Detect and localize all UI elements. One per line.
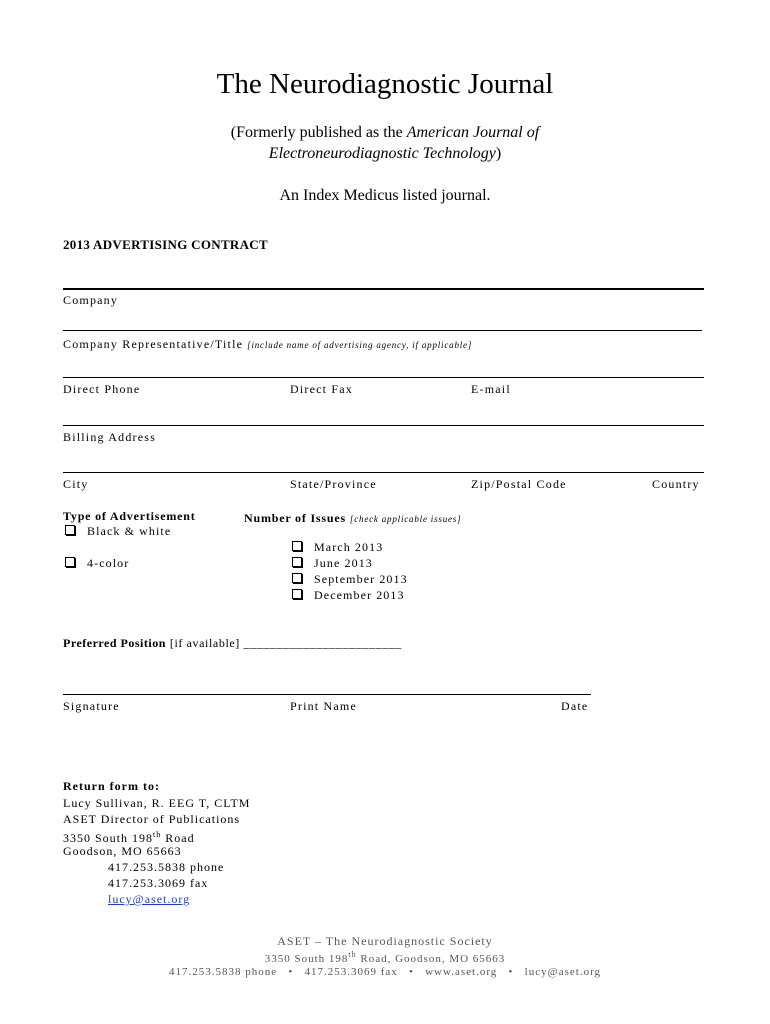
footer-email-link[interactable]: lucy@aset.org <box>524 966 602 978</box>
footer-address <box>0 950 770 965</box>
company-rep-note: [include name of advertising agency, if applicable] <box>247 340 473 350</box>
checkbox-icon[interactable] <box>292 573 302 583</box>
direct-phone-label: Direct Phone <box>63 382 141 396</box>
return-phone: 417.253.5838 phone <box>108 860 225 874</box>
billing-address-label: Billing Address <box>63 430 157 444</box>
formerly-journal-a: American Journal of <box>406 124 540 141</box>
company-label: Company <box>63 293 119 307</box>
date-label: Date <box>561 699 589 713</box>
footer-web-link[interactable]: www.aset.org <box>425 966 498 978</box>
contact-line[interactable] <box>63 377 704 378</box>
return-name: Lucy Sullivan, R. EEG T, CLTM <box>63 796 251 810</box>
issues-heading-row <box>244 509 461 527</box>
issue-option-label: June 2013 <box>314 556 373 570</box>
formerly-close: ) <box>495 145 502 162</box>
company-rep-label: Company Representative/Title <box>63 337 244 351</box>
state-label: State/Province <box>290 477 377 491</box>
ad-option-4color[interactable] <box>65 556 129 571</box>
direct-fax-label: Direct Fax <box>290 382 353 396</box>
checkbox-icon[interactable] <box>292 557 302 567</box>
checkbox-icon[interactable] <box>292 589 302 599</box>
return-street-b: Road <box>161 831 195 845</box>
company-rep-line[interactable] <box>63 330 702 331</box>
formerly-prefix: (Formerly published as the <box>230 124 407 141</box>
preferred-position-suffix: [if available] ________________________ <box>169 636 402 650</box>
email-label: E-mail <box>471 382 511 396</box>
footer-fax: 417.253.3069 fax <box>304 966 398 978</box>
ad-option-bw[interactable] <box>65 524 171 539</box>
issues-note: [check applicable issues] <box>349 514 462 524</box>
contract-title: 2013 ADVERTISING CONTRACT <box>63 237 268 252</box>
issue-option-june[interactable] <box>292 556 373 571</box>
preferred-position-label: Preferred Position <box>63 636 166 650</box>
zip-label: Zip/Postal Code <box>471 477 567 491</box>
country-label: Country <box>652 477 700 491</box>
footer-addr-b: Road, Goodson, MO 65663 <box>356 953 506 965</box>
checkbox-icon[interactable] <box>65 557 75 567</box>
footer-separator: • <box>508 966 514 978</box>
issues-heading: Number of Issues <box>244 511 346 525</box>
return-email-link[interactable]: lucy@aset.org <box>108 892 191 906</box>
index-note: An Index Medicus listed journal. <box>279 187 491 204</box>
signature-line[interactable] <box>63 694 591 695</box>
issue-option-label: March 2013 <box>314 540 384 554</box>
billing-line[interactable] <box>63 425 704 426</box>
print-name-label: Print Name <box>290 699 357 713</box>
footer-contacts <box>0 966 770 978</box>
issue-option-september[interactable] <box>292 572 408 587</box>
footer-separator: • <box>288 966 294 978</box>
issue-option-label: September 2013 <box>314 572 408 586</box>
footer-phone: 417.253.5838 phone <box>168 966 278 978</box>
company-rep-row <box>63 335 472 353</box>
ad-option-label: 4-color <box>87 556 130 570</box>
return-heading: Return form to: <box>63 779 160 793</box>
journal-title: The Neurodiagnostic Journal <box>216 68 554 100</box>
preferred-position-row[interactable] <box>63 634 402 652</box>
company-line[interactable] <box>63 288 704 290</box>
footer-addr-sup: th <box>348 950 357 959</box>
city-line[interactable] <box>63 472 704 473</box>
return-city: Goodson, MO 65663 <box>63 844 182 858</box>
checkbox-icon[interactable] <box>65 525 75 535</box>
return-fax: 417.253.3069 fax <box>108 876 209 890</box>
return-street-a: 3350 South 198 <box>63 831 154 845</box>
signature-label: Signature <box>63 699 120 713</box>
footer-org: ASET – The Neurodiagnostic Society <box>277 934 493 948</box>
footer-separator: • <box>409 966 414 978</box>
return-role: ASET Director of Publications <box>63 812 241 826</box>
ad-option-label: Black & white <box>87 524 172 538</box>
footer-addr-a: 3350 South 198 <box>264 953 349 965</box>
ad-type-heading: Type of Advertisement <box>63 509 196 523</box>
issue-option-march[interactable] <box>292 540 383 555</box>
formerly-line-2 <box>0 145 770 163</box>
city-label: City <box>63 477 89 491</box>
formerly-journal-b: Electroneurodiagnostic Technology <box>268 145 496 162</box>
return-street-sup: th <box>153 830 162 839</box>
checkbox-icon[interactable] <box>292 541 302 551</box>
issue-option-label: December 2013 <box>314 588 405 602</box>
formerly-line-1 <box>0 124 770 142</box>
issue-option-december[interactable] <box>292 588 405 603</box>
